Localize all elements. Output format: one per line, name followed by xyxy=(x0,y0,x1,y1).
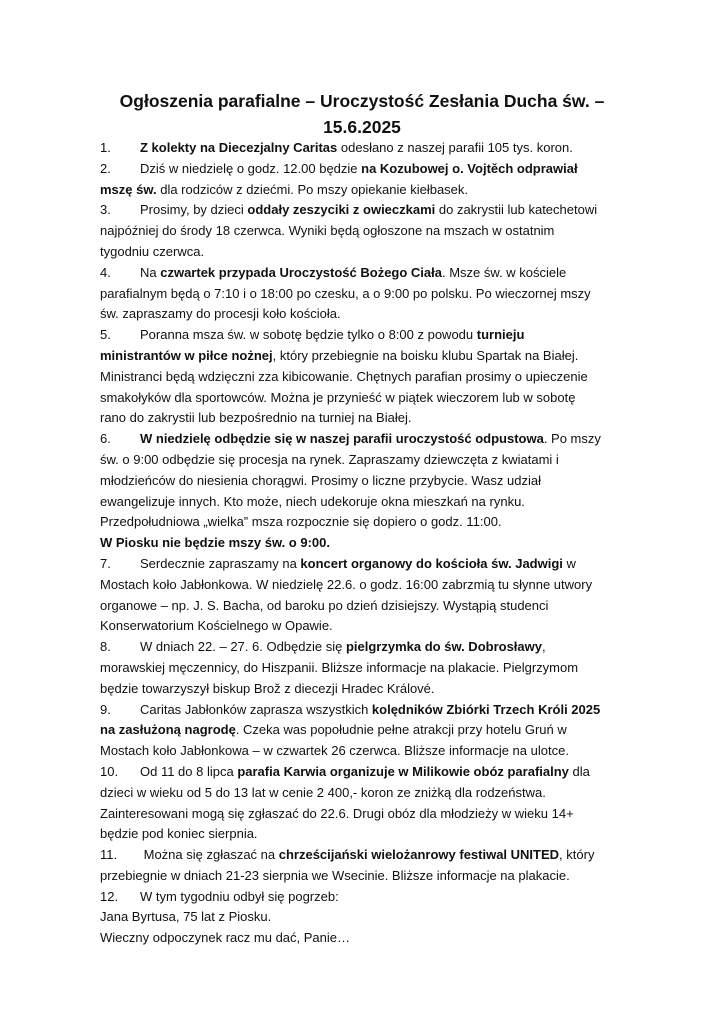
announcement-8-line-2 xyxy=(100,658,611,679)
text-run: . Msze św. w kościele xyxy=(442,264,567,280)
text-run: do zakrystii lub katechetowi xyxy=(435,202,598,218)
announcement-9-line-3 xyxy=(100,741,611,762)
announcement-11-line-2 xyxy=(100,866,611,887)
text-run: Poranna msza św. w sobotę będzie tylko o 8:00 z powodu xyxy=(140,327,477,343)
title-line-1: Ogłoszenia parafialne – Uroczystość Zesłania Ducha św. – xyxy=(119,91,605,111)
announcement-number: 4. xyxy=(100,264,111,280)
text-run: Konserwatorium Kościelnego w Opawie. xyxy=(100,618,333,634)
bold-text: kolędników Zbiórki Trzech Króli 2025 xyxy=(371,701,601,717)
text-run: w xyxy=(562,555,576,571)
text-run: dzieci w wieku od 5 do 13 lat w cenie 2 400,- koron ze zniżką dla rodzeństwa. xyxy=(100,784,546,800)
announcement-5-line-4 xyxy=(100,388,611,409)
announcement-3-line-3 xyxy=(100,242,611,263)
text-run: odesłano z naszej parafii 105 tys. koron. xyxy=(337,140,573,155)
announcement-number: 12. xyxy=(100,888,119,904)
announcement-number: 1. xyxy=(100,140,111,155)
text-run: będzie towarzyszył biskup Brož z diecezji Hradec Králové. xyxy=(100,680,435,696)
bold-text: mszę św. xyxy=(100,181,157,197)
text-run: , xyxy=(541,639,546,655)
bold-text: na zasłużoną nagrodę xyxy=(100,722,236,738)
announcement-10-line-3 xyxy=(100,804,611,825)
bold-text: W niedzielę odbędzie się w naszej parafii uroczystość odpustowa xyxy=(140,431,544,447)
text-run: dla xyxy=(568,763,590,779)
announcement-6-line-2 xyxy=(100,450,611,471)
page-title xyxy=(100,88,624,140)
announcement-6-line-3 xyxy=(100,471,611,492)
announcement-5-line-3 xyxy=(100,367,611,388)
announcement-12-line-1 xyxy=(100,887,611,908)
text-run: będzie pod koniec sierpnia. xyxy=(100,826,258,842)
announcement-9-line-2 xyxy=(100,720,611,741)
announcement-7-line-4 xyxy=(100,616,611,637)
announcement-4-line-2 xyxy=(100,284,611,305)
announcement-10-line-1 xyxy=(100,762,611,783)
announcement-5-line-1 xyxy=(100,325,611,346)
announcement-2-line-2 xyxy=(100,180,611,201)
text-run: morawskiej męczennicy, do Hiszpanii. Bliższe informacje na plakacie. Pielgrzymom xyxy=(100,659,579,675)
text-run: parafialnym będą o 7:10 i o 18:00 po czesku, a o 9:00 po polsku. Po wieczornej mszy xyxy=(100,285,591,301)
announcement-number: 7. xyxy=(100,555,111,571)
text-run: Caritas Jabłonków zaprasza wszystkich xyxy=(140,701,372,717)
announcement-number: 10. xyxy=(100,763,119,779)
text-run: dla rodziców z dziećmi. Po mszy opiekanie kiełbasek. xyxy=(156,181,469,197)
announcement-11-line-1 xyxy=(100,845,611,866)
bold-text: chrześcijański wielożanrowy festiwal UNITED xyxy=(278,847,560,863)
announcement-number: 6. xyxy=(100,431,111,447)
bold-text: parafia Karwia organizuje w Milikowie obóz parafialny xyxy=(237,763,569,779)
announcement-4-line-3 xyxy=(100,304,611,325)
text-run: przebiegnie w dniach 21-23 sierpnia we Wsecinie. Bliższe informacje na plakacie. xyxy=(100,867,570,883)
announcement-number: 3. xyxy=(100,202,111,218)
announcement-3-line-2 xyxy=(100,221,611,242)
announcement-number: 2. xyxy=(100,160,111,176)
announcement-7-line-2 xyxy=(100,575,611,596)
text-run: Przedpołudniowa „wielka” msza rozpocznie się dopiero o godz. 11:00. xyxy=(100,514,502,530)
text-run: ewangelizuje innych. Kto może, niech udekoruje okna mieszkań na rynku. xyxy=(100,493,525,509)
text-run: Wieczny odpoczynek racz mu dać, Panie… xyxy=(100,930,350,946)
announcement-10-line-2 xyxy=(100,783,611,804)
announcement-6-line-1 xyxy=(100,429,611,450)
bold-text: pielgrzymka do św. Dobrosławy xyxy=(345,639,542,655)
text-run: Można się zgłaszać na xyxy=(140,847,279,863)
bold-text: turnieju xyxy=(476,327,525,343)
text-run: organowe – np. J. S. Bacha, od baroku po dzień dzisiejszy. Wystąpią studenci xyxy=(100,597,549,613)
announcement-number: 11. xyxy=(100,847,118,863)
announcement-7-line-3 xyxy=(100,596,611,617)
announcement-5-line-5 xyxy=(100,408,611,429)
bold-text: oddały zeszyciki z owieczkami xyxy=(247,202,436,218)
text-run: rano do zakrystii lub bezpośrednio na turniej na Białej. xyxy=(100,410,412,426)
text-run: Prosimy, by dzieci xyxy=(140,202,248,218)
text-run: smakołyków dla sportowców. Można je przynieść w piątek wieczorem lub w sobotę xyxy=(100,389,576,405)
text-run: Jana Byrtusa, 75 lat z Piosku. xyxy=(100,909,272,925)
announcement-8-line-1 xyxy=(100,637,611,658)
text-run: , który przebiegnie na boisku klubu Spartak na Białej. xyxy=(272,347,579,363)
bold-text: Z kolekty na Diecezjalny Caritas xyxy=(140,140,338,155)
announcement-5-line-2 xyxy=(100,346,611,367)
text-run: Mostach koło Jabłonkowa – w czwartek 26 czerwca. Bliższe informacje na ulotce. xyxy=(100,743,569,759)
text-run: Zainteresowani mogą się zgłaszać do 22.6. Drugi obóz dla młodzieży w wieku 14+ xyxy=(100,805,574,821)
text-run: najpóźniej do środy 18 czerwca. Wyniki będą ogłoszone na mszach w ostatnim xyxy=(100,223,555,239)
text-run: W tym tygodniu odbył się pogrzeb: xyxy=(140,888,339,904)
text-run: św. o 9:00 odbędzie się procesja na rynek. Zapraszamy dziewczęta z kwiatami i xyxy=(100,451,559,467)
bold-text: czwartek przypada Uroczystość Bożego Ciała xyxy=(160,264,442,280)
bold-text: W Piosku nie będzie mszy św. o 9:00. xyxy=(100,535,330,551)
text-run: Serdecznie zapraszamy na xyxy=(140,555,301,571)
text-run: Ministranci będą wdzięczni zza kibicowanie. Chętnych parafian prosimy o upieczenie xyxy=(100,368,588,384)
announcement-8-line-3 xyxy=(100,679,611,700)
announcement-3-line-1 xyxy=(100,200,611,221)
announcement-9-line-1 xyxy=(100,700,611,721)
announcements-list xyxy=(100,138,611,949)
announcement-number: 9. xyxy=(100,701,111,717)
text-run: św. zapraszamy do procesji koło kościoła. xyxy=(100,306,341,322)
text-run: tygodniu czerwca. xyxy=(100,243,205,259)
announcement-2-line-1 xyxy=(100,159,611,180)
announcement-10-line-4 xyxy=(100,824,611,845)
announcement-7-line-1 xyxy=(100,554,611,575)
text-run: Na xyxy=(140,264,161,280)
announcement-1-line-1 xyxy=(100,138,611,159)
text-run: Dziś w niedzielę o godz. 12.00 będzie xyxy=(140,160,362,176)
announcement-12-line-2 xyxy=(100,907,611,928)
title-line-2: 15.6.2025 xyxy=(323,117,401,137)
text-run: Mostach koło Jabłonkowa. W niedzielę 22.6. o godz. 16:00 zabrzmią tu słynne utwory xyxy=(100,576,593,592)
text-run: Od 11 do 8 lipca xyxy=(140,763,238,779)
announcement-number: 8. xyxy=(100,639,111,655)
announcement-6-line-6 xyxy=(100,533,611,554)
text-run: . Po mszy xyxy=(543,431,601,447)
bold-text: na Kozubowej o. Vojtěch odprawiał xyxy=(361,160,578,176)
bold-text: koncert organowy do kościoła św. Jadwigi xyxy=(300,555,563,571)
text-run: W dniach 22. – 27. 6. Odbędzie się xyxy=(140,639,346,655)
text-run: . Czeka was popołudnie pełne atrakcji przy hotelu Gruń w xyxy=(235,722,567,738)
text-run: , który xyxy=(559,847,595,863)
bold-text: ministrantów w piłce nożnej xyxy=(100,347,273,363)
announcement-number: 5. xyxy=(100,327,111,343)
announcement-4-line-1 xyxy=(100,263,611,284)
announcement-6-line-4 xyxy=(100,492,611,513)
text-run: młodzieńców do niesienia chorągwi. Prosimy o liczne przybycie. Wasz udział xyxy=(100,472,541,488)
announcement-6-line-5 xyxy=(100,512,611,533)
announcement-12-line-3 xyxy=(100,928,611,949)
